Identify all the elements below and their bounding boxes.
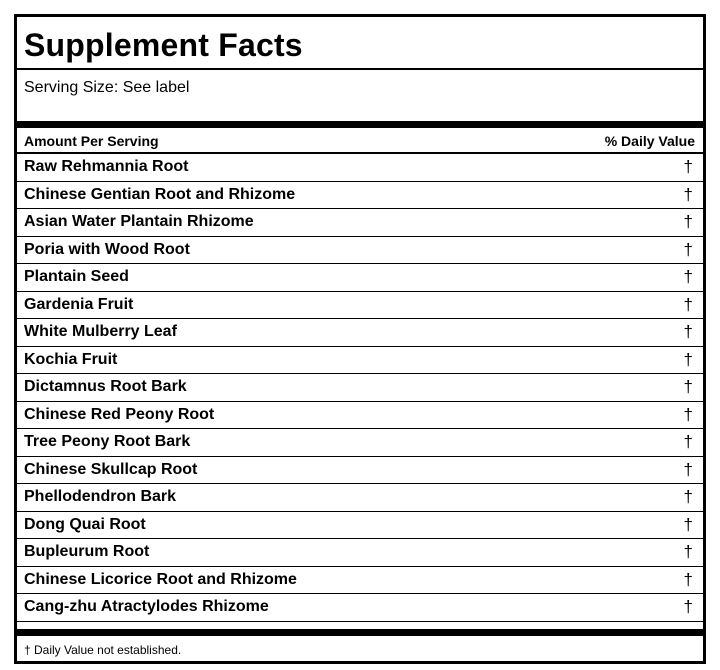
ingredient-name: White Mulberry Leaf	[24, 323, 177, 341]
ingredient-name: Kochia Fruit	[24, 350, 118, 368]
list-end-spacer	[17, 622, 703, 629]
ingredient-name: Chinese Gentian Root and Rhizome	[24, 185, 296, 203]
ingredient-name: Raw Rehmannia Root	[24, 158, 189, 176]
ingredient-row	[17, 374, 703, 402]
column-header-row	[17, 128, 703, 152]
ingredient-name: Poria with Wood Root	[24, 240, 190, 258]
ingredient-name: Asian Water Plantain Rhizome	[24, 213, 254, 231]
daily-value-dagger: †	[683, 459, 693, 479]
daily-value-dagger: †	[683, 404, 693, 424]
ingredient-name: Dong Quai Root	[24, 515, 146, 533]
ingredient-row	[17, 292, 703, 320]
daily-value-dagger: †	[683, 157, 693, 177]
panel-title: Supplement Facts	[24, 27, 303, 63]
daily-value-dagger: †	[683, 569, 693, 589]
footnote: † Daily Value not established.	[24, 642, 182, 657]
thick-divider-bottom	[17, 629, 703, 636]
daily-value-dagger: †	[683, 212, 693, 232]
ingredient-name: Chinese Licorice Root and Rhizome	[24, 570, 297, 588]
ingredient-row	[17, 264, 703, 292]
ingredient-row	[17, 402, 703, 430]
ingredient-row	[17, 237, 703, 265]
ingredient-name: Dictamnus Root Bark	[24, 378, 187, 396]
ingredient-name: Chinese Skullcap Root	[24, 460, 198, 478]
ingredient-row	[17, 154, 703, 182]
ingredient-row	[17, 182, 703, 210]
ingredient-name: Plantain Seed	[24, 268, 129, 286]
ingredient-name: Cang-zhu Atractylodes Rhizome	[24, 598, 269, 616]
daily-value-dagger: †	[683, 184, 693, 204]
ingredient-name: Phellodendron Bark	[24, 488, 177, 506]
ingredient-row	[17, 567, 703, 595]
ingredient-row	[17, 209, 703, 237]
supplement-facts-panel	[14, 14, 706, 664]
daily-value-dagger: †	[683, 239, 693, 259]
daily-value-dagger: †	[683, 267, 693, 287]
daily-value-dagger: †	[683, 432, 693, 452]
daily-value-dagger: †	[683, 377, 693, 397]
daily-value-dagger: †	[683, 294, 693, 314]
ingredient-row	[17, 429, 703, 457]
ingredient-row	[17, 347, 703, 375]
ingredient-row	[17, 319, 703, 347]
daily-value-dagger: †	[683, 514, 693, 534]
ingredient-row	[17, 594, 703, 622]
amount-per-serving-header: Amount Per Serving	[24, 133, 159, 149]
thick-divider-top	[17, 121, 703, 128]
daily-value-dagger: †	[683, 322, 693, 342]
ingredient-name: Tree Peony Root Bark	[24, 433, 191, 451]
daily-value-dagger: †	[683, 597, 693, 617]
ingredient-name: Gardenia Fruit	[24, 295, 134, 313]
ingredient-row	[17, 512, 703, 540]
daily-value-dagger: †	[683, 349, 693, 369]
serving-size: Serving Size: See label	[24, 79, 190, 96]
ingredient-row	[17, 539, 703, 567]
ingredient-row	[17, 484, 703, 512]
daily-value-dagger: †	[683, 487, 693, 507]
ingredient-list	[17, 154, 703, 622]
ingredient-name: Chinese Red Peony Root	[24, 405, 215, 423]
ingredient-row	[17, 457, 703, 485]
daily-value-header: % Daily Value	[604, 133, 695, 149]
ingredient-name: Bupleurum Root	[24, 543, 150, 561]
daily-value-dagger: †	[683, 542, 693, 562]
